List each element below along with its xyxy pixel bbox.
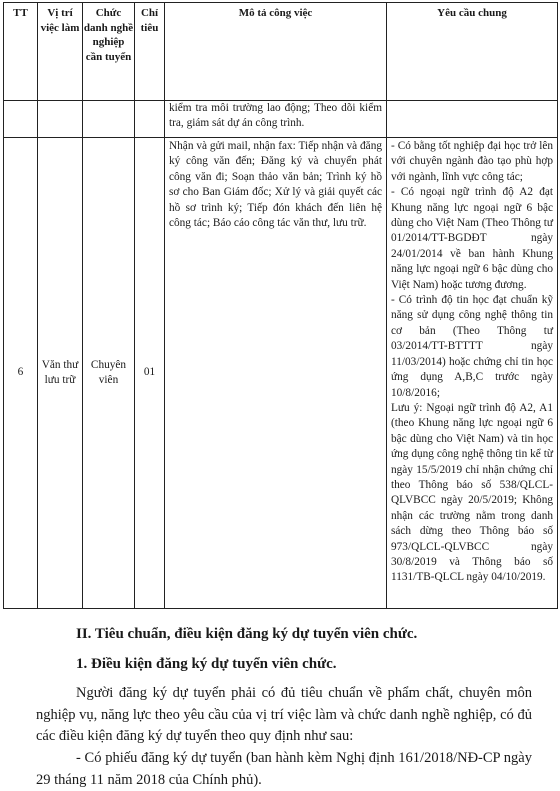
row-tt: 6 — [4, 138, 38, 609]
cell-empty — [38, 101, 83, 138]
header-tt: TT — [4, 3, 38, 101]
subsection-heading: 1. Điều kiện đăng ký dự tuyển viên chức. — [76, 656, 337, 672]
header-description: Mô tả công việc — [165, 3, 387, 101]
cell-empty — [387, 101, 558, 138]
header-position: Vị trí việc làm — [38, 3, 83, 101]
table-row — [4, 138, 558, 609]
continuation-description: kiểm tra môi trường lao động; Theo dõi kiểm tra, giám sát dự án công trình. — [165, 101, 387, 138]
table-header-row — [4, 3, 558, 101]
body-paragraph: Người đăng ký dự tuyển phải có đủ tiêu chuẩn về phẩm chất, chuyên môn nghiệp vụ, năng lực theo yêu cầu của vị trí việc làm và chức danh nghề nghiệp, có đủ các điều kiện đăng ký dự tuyển theo quy định như sau: — [36, 685, 532, 744]
cell-empty — [83, 101, 135, 138]
row-title: Chuyên viên — [83, 138, 135, 609]
bullet-item: - Có phiếu đăng ký dự tuyển (ban hành kèm Nghị định 161/2018/NĐ-CP ngày 29 tháng 11 năm 2018 của Chính phủ). — [36, 750, 532, 788]
requirement-item: - Có ngoại ngữ trình độ A2 đạt Khung năng lực ngoại ngữ 6 bậc dùng cho Việt Nam (Theo Thông tư 01/2014/TT-BGDĐT ngày 24/01/2014 về ban hành Khung năng lực ngoại ngữ 6 bậc dùng cho Việt Nam) hoặc tương đương. — [391, 186, 553, 291]
recruitment-table — [3, 2, 558, 609]
cell-empty — [4, 101, 38, 138]
row-description-cell — [165, 138, 387, 609]
requirements-list — [387, 138, 557, 586]
header-count: Chỉ tiêu — [135, 3, 165, 101]
section-heading: II. Tiêu chuẩn, điều kiện đăng ký dự tuyển viên chức. — [76, 626, 418, 642]
row-position: Văn thư lưu trữ — [38, 138, 83, 609]
cell-empty — [135, 101, 165, 138]
row-requirements-cell — [387, 138, 558, 609]
requirement-item: - Có bằng tốt nghiệp đại học trở lên với chuyên ngành đào tạo phù hợp với ngành, lĩnh vực công tác; — [391, 140, 553, 183]
requirement-note: Lưu ý: Ngoại ngữ trình độ A2, A1 (theo Khung năng lực ngoại ngữ 6 bậc dùng cho Việt Nam) và tin học ứng dụng công nghệ thông tin kể từ ngày 15/5/2019 chỉ nhận chứng chỉ theo Thông báo số 538/QLCL-QLVBCC ngày 20/5/2019; Không nhận các trường nằm trong danh sách dừng theo Thông báo số 973/QLCL-QLVBCC ngày 30/8/2019 và Thông báo số 1131/TB-QLCL ngày 04/10/2019. — [391, 401, 553, 584]
header-title: Chức danh nghề nghiệp cần tuyển — [83, 3, 135, 101]
row-count: 01 — [135, 138, 165, 609]
table-row-continuation — [4, 101, 558, 138]
requirement-item: - Có trình độ tin học đạt chuẩn kỹ năng sử dụng công nghệ thông tin cơ bản (Theo Thông tư 03/2014/TT-BTTTT ngày 11/03/2014) hoặc chứng chỉ tin học ứng dụng A,B,C trước ngày 10/8/2016; — [391, 294, 553, 399]
header-requirements: Yêu cầu chung — [387, 3, 558, 101]
row-description: Nhận và gửi mail, nhận fax: Tiếp nhận và đăng ký công văn đến; Đăng ký và chuyển phát công văn đi; Soạn thảo văn bản; Trình ký hồ sơ cho Ban Giám đốc; Xử lý và giải quyết các hồ sơ trình ký; Tiếp đón khách đến liên hệ công tác; Báo cáo công tác văn thư, lưu trữ. — [169, 140, 382, 230]
